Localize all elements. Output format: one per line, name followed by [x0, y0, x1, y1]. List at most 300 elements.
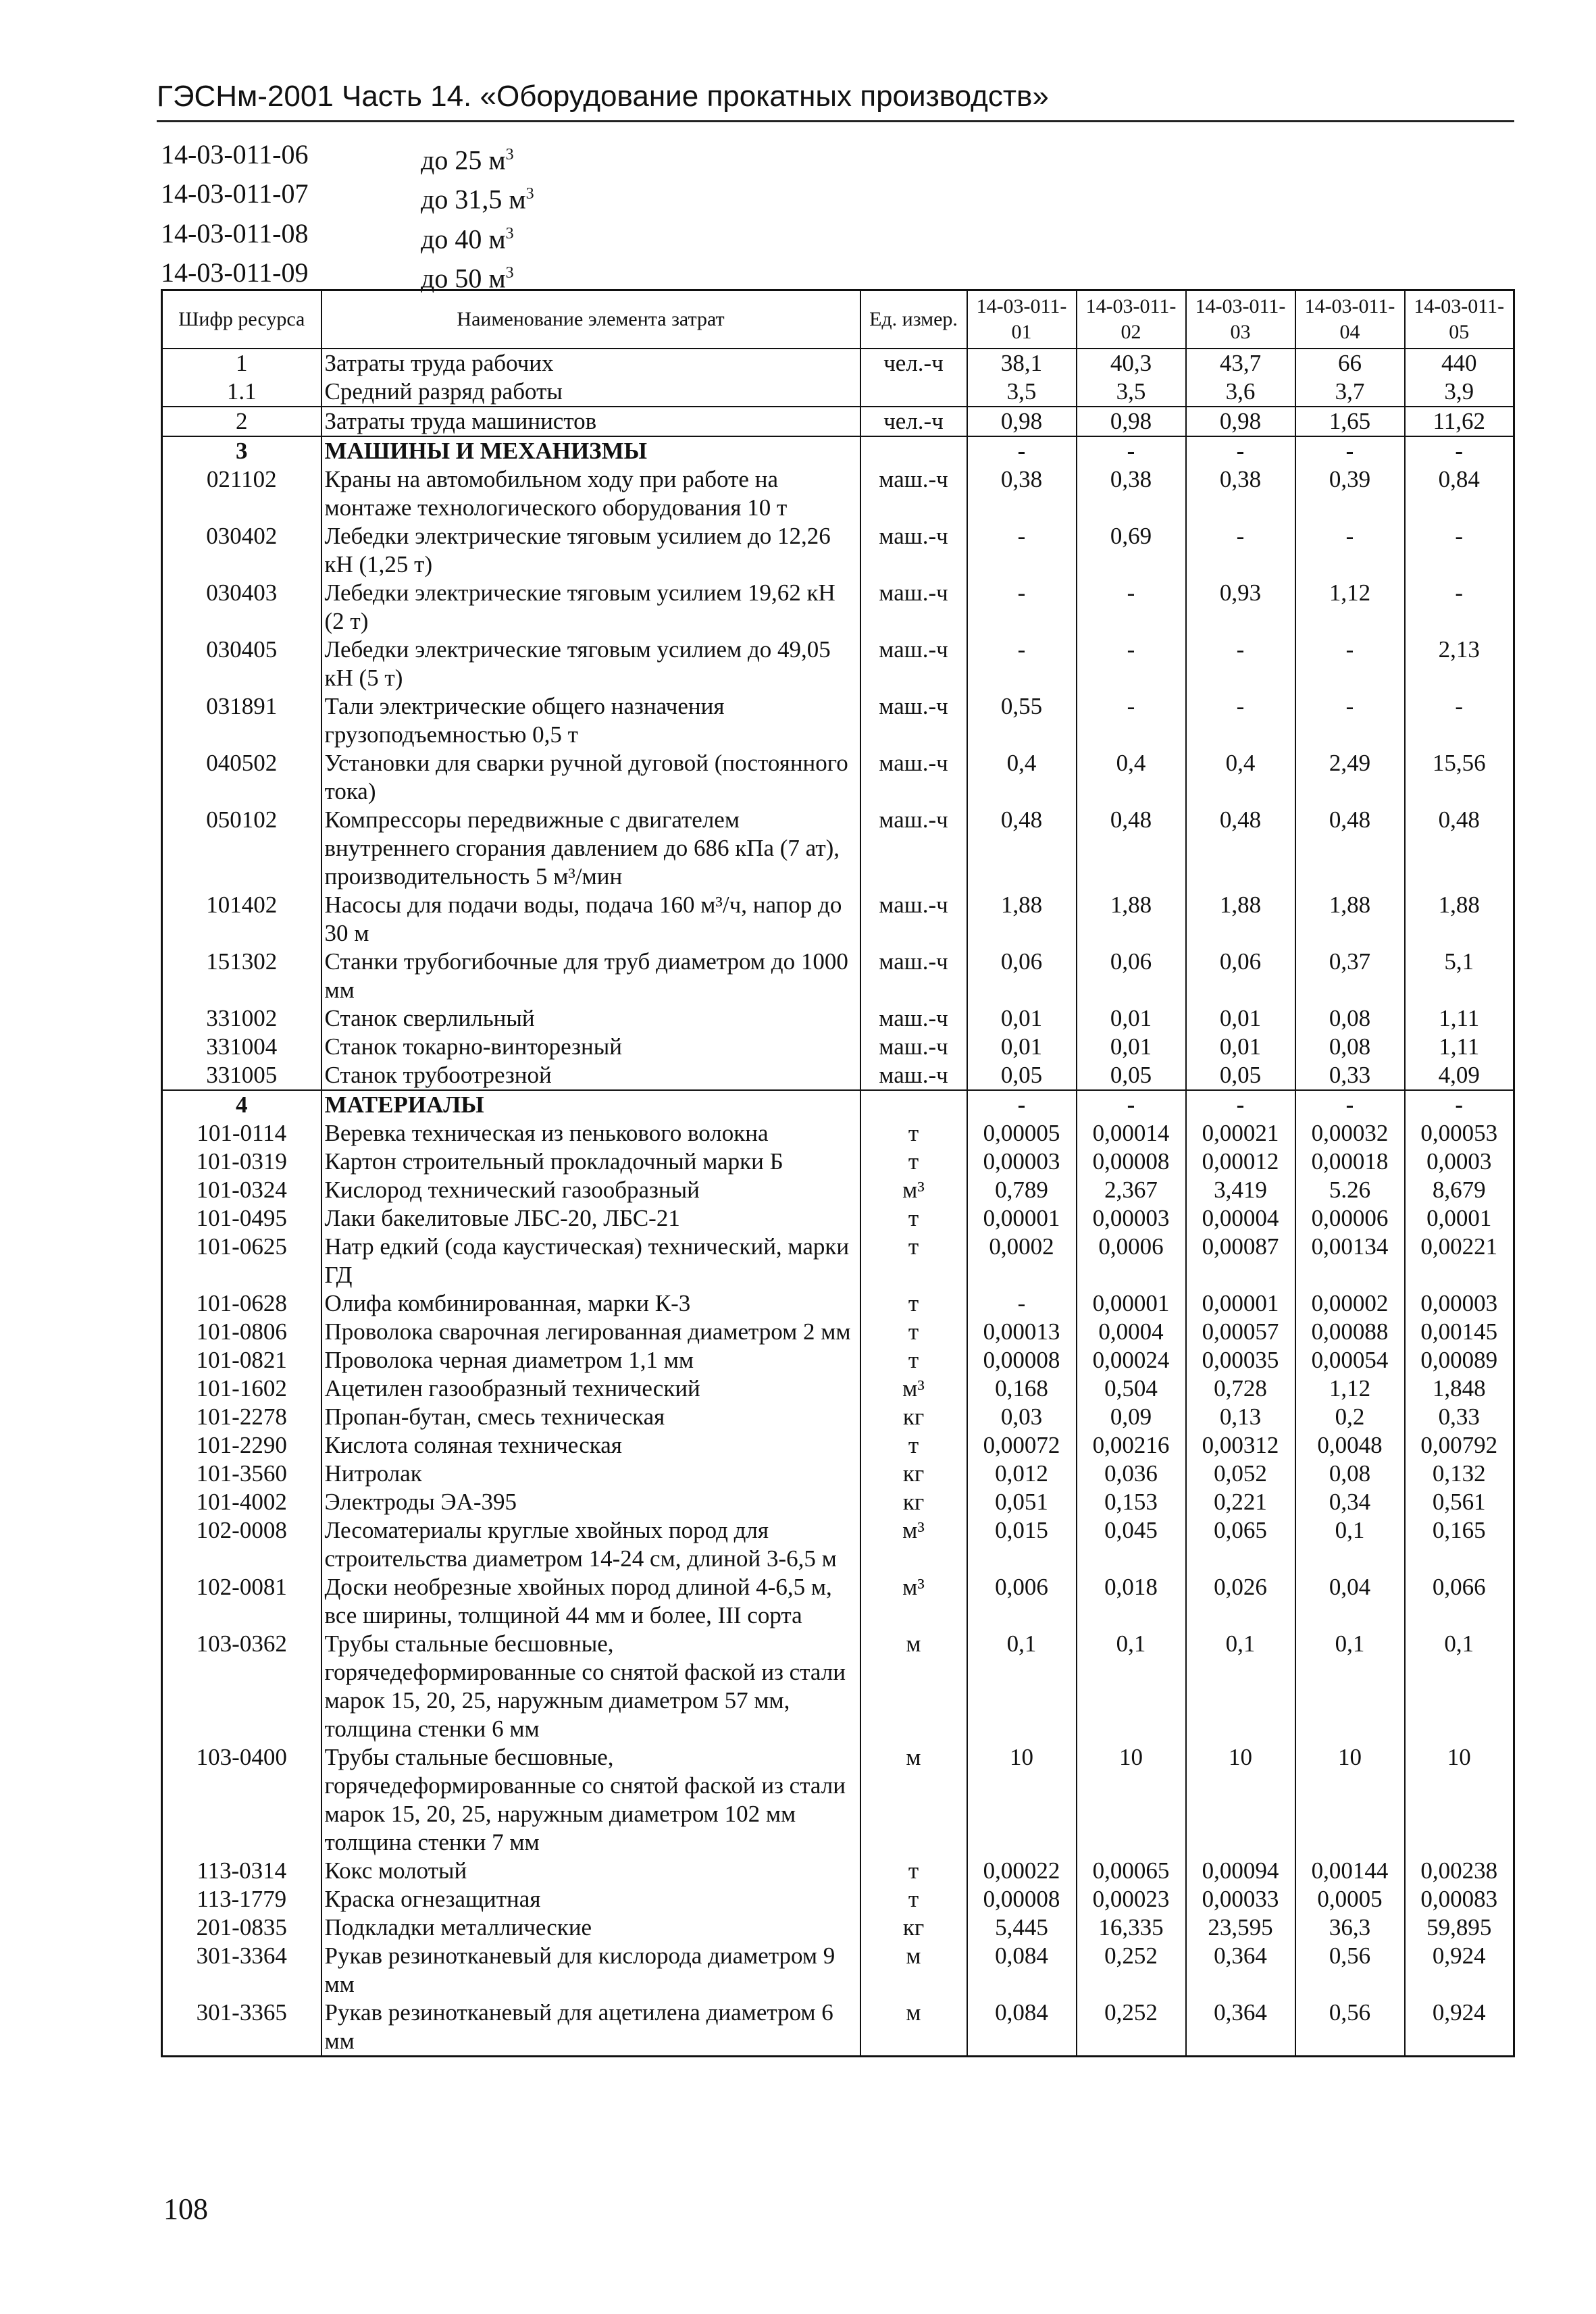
table-row [162, 692, 1514, 749]
table-row [162, 1374, 1514, 1403]
table-row [162, 1488, 1514, 1516]
resource-value: 0,084 [967, 1942, 1077, 1999]
table-row [162, 891, 1514, 948]
resource-value: 0,561 [1405, 1488, 1514, 1516]
resource-value: 0,00003 [1077, 1204, 1186, 1233]
resource-value: 0,01 [1077, 1004, 1186, 1033]
resource-value: 0,56 [1295, 1999, 1405, 2057]
resource-name: Веревка техническая из пенькового волокна [321, 1119, 860, 1148]
code-number: 14-03-011-09 [161, 257, 309, 288]
table-row [162, 378, 1514, 407]
resource-code: 301-3365 [162, 1999, 321, 2057]
resource-value: 0,00001 [967, 1204, 1077, 1233]
page-number: 108 [163, 2192, 208, 2226]
resource-value: 11,62 [1405, 407, 1514, 436]
table-row [162, 948, 1514, 1004]
table-row [162, 1318, 1514, 1346]
resource-value: 0,924 [1405, 1942, 1514, 1999]
resource-value: 0,4 [1186, 749, 1295, 806]
resource-code: 021102 [162, 465, 321, 522]
resource-value: 3,419 [1186, 1176, 1295, 1204]
resource-value: 0,01 [1186, 1033, 1295, 1061]
resource-value: 0,00008 [1077, 1148, 1186, 1176]
resource-value: 0,05 [1077, 1061, 1186, 1090]
resource-name: Насосы для подачи воды, подача 160 м³/ч, напор до 30 м [321, 891, 860, 948]
resource-value: - [1405, 1090, 1514, 1119]
resource-name: Подкладки металлические [321, 1913, 860, 1942]
resource-value: - [967, 579, 1077, 636]
resources-table [161, 289, 1515, 2057]
resource-code: 101-0821 [162, 1346, 321, 1374]
table-row [162, 1403, 1514, 1431]
resource-code: 101-0806 [162, 1318, 321, 1346]
resource-value: 5,1 [1405, 948, 1514, 1004]
resource-unit [860, 1090, 967, 1119]
resource-value: 0,084 [967, 1999, 1077, 2057]
resource-value: 0,1 [1295, 1630, 1405, 1743]
resource-unit: т [860, 1857, 967, 1885]
resource-code: 101-0628 [162, 1289, 321, 1318]
table-row [162, 1233, 1514, 1289]
resource-code: 151302 [162, 948, 321, 1004]
resource-value: 43,7 [1186, 349, 1295, 378]
resource-code: 301-3364 [162, 1942, 321, 1999]
resource-value: 0,00083 [1405, 1885, 1514, 1913]
resource-value: 0,06 [967, 948, 1077, 1004]
resource-value: 0,00033 [1186, 1885, 1295, 1913]
page-header [157, 80, 1514, 122]
table-row [162, 1460, 1514, 1488]
code-range: до 40 $м^3$ [421, 223, 514, 254]
resource-code: 031891 [162, 692, 321, 749]
resource-value: 0,48 [1295, 806, 1405, 891]
resource-value: 1,848 [1405, 1374, 1514, 1403]
resource-value: 0,98 [1186, 407, 1295, 436]
resource-code: 331005 [162, 1061, 321, 1090]
resource-value: 15,56 [1405, 749, 1514, 806]
resource-value: 0,01 [1077, 1033, 1186, 1061]
resource-code: 101-0114 [162, 1119, 321, 1148]
code-range: до 31,5 $м^3$ [421, 184, 534, 215]
resource-value: 0,38 [1186, 465, 1295, 522]
resource-name: Рукав резинотканевый для ацетилена диаметром 6 мм [321, 1999, 860, 2057]
table-row [162, 1573, 1514, 1630]
resource-name: Станок сверлильный [321, 1004, 860, 1033]
table-row [162, 1999, 1514, 2057]
resource-code: 201-0835 [162, 1913, 321, 1942]
resource-code: 050102 [162, 806, 321, 891]
resource-unit: т [860, 1318, 967, 1346]
resource-unit: т [860, 1233, 967, 1289]
resource-value: 0,98 [967, 407, 1077, 436]
resource-unit [860, 378, 967, 407]
resource-value: 3,6 [1186, 378, 1295, 407]
table-row [162, 1630, 1514, 1743]
resource-value: 0,018 [1077, 1573, 1186, 1630]
resource-value: 3,9 [1405, 378, 1514, 407]
resource-unit: м [860, 1942, 967, 1999]
resource-value: 2,49 [1295, 749, 1405, 806]
resource-value: 0,00008 [967, 1885, 1077, 1913]
resource-value: 0,00004 [1186, 1204, 1295, 1233]
resource-name: Олифа комбинированная, марки К-3 [321, 1289, 860, 1318]
resource-value: 0,0003 [1405, 1148, 1514, 1176]
resource-value: 0,01 [967, 1004, 1077, 1033]
resource-value: 0,05 [967, 1061, 1077, 1090]
resource-unit: т [860, 1885, 967, 1913]
resource-name: Доски необрезные хвойных пород длиной 4-6,5 м, все ширины, толщиной 44 мм и более, III сорта [321, 1573, 860, 1630]
resource-value: 0,00002 [1295, 1289, 1405, 1318]
resource-unit: т [860, 1431, 967, 1460]
resource-name: Трубы стальные бесшовные, горячедеформированные со снятой фаской из стали марок 15, 20, 25, наружным диаметром 57 мм, толщина стенки 6 мм [321, 1630, 860, 1743]
table-row [162, 1431, 1514, 1460]
resource-value: 0,0002 [967, 1233, 1077, 1289]
resource-value: 0,00014 [1077, 1119, 1186, 1148]
resource-code: 101-0324 [162, 1176, 321, 1204]
table-row [162, 1346, 1514, 1374]
resource-code: 101-3560 [162, 1460, 321, 1488]
resource-value: 1,88 [967, 891, 1077, 948]
resource-value: 0,48 [1405, 806, 1514, 891]
resource-name: МАШИНЫ И МЕХАНИЗМЫ [321, 436, 860, 465]
resource-code: 101-0319 [162, 1148, 321, 1176]
resource-value: 0,00221 [1405, 1233, 1514, 1289]
resource-value: 0,00145 [1405, 1318, 1514, 1346]
table-row [162, 636, 1514, 692]
resource-value: 0,006 [967, 1573, 1077, 1630]
resource-value: 0,00035 [1186, 1346, 1295, 1374]
table-row [162, 1176, 1514, 1204]
resource-code: 1.1 [162, 378, 321, 407]
resource-value: - [1405, 522, 1514, 579]
resource-value: 0,00032 [1295, 1119, 1405, 1148]
resource-name: Краны на автомобильном ходу при работе на монтаже технологического оборудования 10 т [321, 465, 860, 522]
resource-value: 0,00053 [1405, 1119, 1514, 1148]
resource-unit: м³ [860, 1573, 967, 1630]
code-list [161, 138, 534, 295]
resource-value: 0,00008 [967, 1346, 1077, 1374]
resource-value: 0,08 [1295, 1460, 1405, 1488]
resource-value: - [1405, 692, 1514, 749]
resource-unit: кг [860, 1913, 967, 1942]
resource-unit: маш.-ч [860, 579, 967, 636]
resource-code: 102-0081 [162, 1573, 321, 1630]
resource-value: 0,34 [1295, 1488, 1405, 1516]
resource-value: 3,5 [967, 378, 1077, 407]
resource-value: 36,3 [1295, 1913, 1405, 1942]
resource-value: 0,015 [967, 1516, 1077, 1573]
resource-value: 0,00003 [967, 1148, 1077, 1176]
resource-value: - [967, 636, 1077, 692]
resource-value: 0,00238 [1405, 1857, 1514, 1885]
resource-code: 030403 [162, 579, 321, 636]
resource-value: - [1405, 436, 1514, 465]
resource-code: 101-2290 [162, 1431, 321, 1460]
table-row [162, 1148, 1514, 1176]
resource-unit: кг [860, 1460, 967, 1488]
resource-value: 10 [1186, 1743, 1295, 1857]
resource-value: 0,00022 [967, 1857, 1077, 1885]
resource-value: 0,00312 [1186, 1431, 1295, 1460]
table-row [162, 349, 1514, 378]
resource-value: 0,00216 [1077, 1431, 1186, 1460]
resource-name: Затраты труда машинистов [321, 407, 860, 436]
resource-unit: т [860, 1346, 967, 1374]
resource-value: 0,0005 [1295, 1885, 1405, 1913]
resource-unit: маш.-ч [860, 948, 967, 1004]
resource-code: 101402 [162, 891, 321, 948]
table-row [162, 522, 1514, 579]
resource-value: - [1295, 522, 1405, 579]
resource-code: 101-1602 [162, 1374, 321, 1403]
resource-unit: маш.-ч [860, 522, 967, 579]
table-row [162, 1061, 1514, 1090]
resource-value: - [1186, 636, 1295, 692]
table-row [162, 1885, 1514, 1913]
resource-value: 0,37 [1295, 948, 1405, 1004]
resource-value: 0,00021 [1186, 1119, 1295, 1148]
resource-value: - [1077, 636, 1186, 692]
resource-value: 0,252 [1077, 1999, 1186, 2057]
resource-value: 0,33 [1405, 1403, 1514, 1431]
resource-value: 0,221 [1186, 1488, 1295, 1516]
header-col-4: 14-03-011-04 [1295, 290, 1405, 349]
resource-value: 0,012 [967, 1460, 1077, 1488]
resource-value: 2,367 [1077, 1176, 1186, 1204]
resource-value: - [1295, 636, 1405, 692]
resource-value: 1,12 [1295, 579, 1405, 636]
resource-unit: т [860, 1289, 967, 1318]
resource-value: 0,00088 [1295, 1318, 1405, 1346]
resource-unit: м [860, 1743, 967, 1857]
table-row [162, 579, 1514, 636]
resource-name: Кислород технический газообразный [321, 1176, 860, 1204]
code-range: до 25 $м^3$ [421, 145, 514, 176]
resource-value: 0,09 [1077, 1403, 1186, 1431]
resource-value: 0,165 [1405, 1516, 1514, 1573]
resource-value: 0,00001 [1186, 1289, 1295, 1318]
resource-name: Лебедки электрические тяговым усилием 19,62 кН (2 т) [321, 579, 860, 636]
table-row [162, 1942, 1514, 1999]
resource-value: 0,00094 [1186, 1857, 1295, 1885]
resource-value: 0,1 [1295, 1516, 1405, 1573]
resource-value: 0,01 [967, 1033, 1077, 1061]
resource-code: 102-0008 [162, 1516, 321, 1573]
resource-name: Кокс молотый [321, 1857, 860, 1885]
resource-unit: м³ [860, 1516, 967, 1573]
header-col-1: 14-03-011-01 [967, 290, 1077, 349]
resource-name: Проволока черная диаметром 1,1 мм [321, 1346, 860, 1374]
resource-value: 1,11 [1405, 1033, 1514, 1061]
resource-value: 0,84 [1405, 465, 1514, 522]
resource-code: 4 [162, 1090, 321, 1119]
resource-value: 0,00012 [1186, 1148, 1295, 1176]
resource-code: 1 [162, 349, 321, 378]
table-row [162, 806, 1514, 891]
resource-value: 0,00144 [1295, 1857, 1405, 1885]
resource-value: 0,69 [1077, 522, 1186, 579]
resource-value: 4,09 [1405, 1061, 1514, 1090]
resource-unit: маш.-ч [860, 806, 967, 891]
resource-name: Установки для сварки ручной дуговой (постоянного тока) [321, 749, 860, 806]
resource-value: 0,38 [1077, 465, 1186, 522]
resource-value: 0,00087 [1186, 1233, 1295, 1289]
resource-value: 3,5 [1077, 378, 1186, 407]
resource-value: 66 [1295, 349, 1405, 378]
resource-value: 0,168 [967, 1374, 1077, 1403]
resource-value: - [1186, 1090, 1295, 1119]
code-row [161, 177, 534, 216]
resource-name: Лесоматериалы круглые хвойных пород для строительства диаметром 14-24 см, длиной 3-6,5 м [321, 1516, 860, 1573]
resource-value: 0,0048 [1295, 1431, 1405, 1460]
resource-value: - [967, 522, 1077, 579]
resource-unit: маш.-ч [860, 1004, 967, 1033]
resource-value: 0,052 [1186, 1460, 1295, 1488]
resource-unit: м [860, 1999, 967, 2057]
resource-value: - [1295, 436, 1405, 465]
resource-value: 10 [1077, 1743, 1186, 1857]
resource-unit: м [860, 1630, 967, 1743]
resource-name: Рукав резинотканевый для кислорода диаметром 9 мм [321, 1942, 860, 1999]
resource-value: 10 [967, 1743, 1077, 1857]
resource-value: 0,01 [1186, 1004, 1295, 1033]
resource-value: 0,153 [1077, 1488, 1186, 1516]
resource-value: 16,335 [1077, 1913, 1186, 1942]
resource-name: Затраты труда рабочих [321, 349, 860, 378]
resource-value: 0,06 [1186, 948, 1295, 1004]
table-row [162, 1857, 1514, 1885]
resource-value: 1,12 [1295, 1374, 1405, 1403]
resource-name: Компрессоры передвижные с двигателем внутреннего сгорания давлением до 686 кПа (7 ат), производительность 5 м³/мин [321, 806, 860, 891]
resource-value: 1,88 [1295, 891, 1405, 948]
resource-value: 3,7 [1295, 378, 1405, 407]
resource-value: 8,679 [1405, 1176, 1514, 1204]
resource-value: 2,13 [1405, 636, 1514, 692]
resource-value: 0,132 [1405, 1460, 1514, 1488]
resource-value: 0,00024 [1077, 1346, 1186, 1374]
resource-value: - [1077, 692, 1186, 749]
resource-value: 0,00013 [967, 1318, 1077, 1346]
resource-value: 0,036 [1077, 1460, 1186, 1488]
resource-value: 1,65 [1295, 407, 1405, 436]
table-row [162, 1004, 1514, 1033]
code-range: до 50 $м^3$ [421, 263, 514, 294]
resource-value: 0,364 [1186, 1999, 1295, 2057]
table-row [162, 465, 1514, 522]
resource-code: 2 [162, 407, 321, 436]
page-title: ГЭСНм-2001 Часть 14. «Оборудование прокатных производств» [157, 80, 1049, 113]
resource-value: 0,00057 [1186, 1318, 1295, 1346]
resource-value: 0,00018 [1295, 1148, 1405, 1176]
resource-value: - [1077, 436, 1186, 465]
resource-value: 0,1 [1077, 1630, 1186, 1743]
header-code: Шифр ресурса [162, 290, 321, 349]
resource-value: 0,48 [1077, 806, 1186, 891]
resource-value: - [1186, 692, 1295, 749]
resource-value: 0,1 [1405, 1630, 1514, 1743]
resource-value: 0,05 [1186, 1061, 1295, 1090]
resource-name: Трубы стальные бесшовные, горячедеформированные со снятой фаской из стали марок 15, 20, 25, наружным диаметром 102 мм толщина стенки 7 мм [321, 1743, 860, 1857]
code-row [161, 138, 534, 177]
resource-value: 0,04 [1295, 1573, 1405, 1630]
code-row [161, 217, 534, 256]
resource-value: 0,48 [1186, 806, 1295, 891]
resource-value: 0,728 [1186, 1374, 1295, 1403]
table-row [162, 749, 1514, 806]
resource-code: 101-0495 [162, 1204, 321, 1233]
resource-name: Станок трубоотрезной [321, 1061, 860, 1090]
resource-value: 440 [1405, 349, 1514, 378]
table-row [162, 1119, 1514, 1148]
resource-code: 101-4002 [162, 1488, 321, 1516]
resource-code: 040502 [162, 749, 321, 806]
resource-unit: м³ [860, 1176, 967, 1204]
resource-name: Краска огнезащитная [321, 1885, 860, 1913]
table-row [162, 1204, 1514, 1233]
resource-value: 0,026 [1186, 1573, 1295, 1630]
resource-name: Лебедки электрические тяговым усилием до 12,26 кН (1,25 т) [321, 522, 860, 579]
resource-unit: маш.-ч [860, 465, 967, 522]
table-header-row [162, 290, 1514, 349]
code-number: 14-03-011-08 [161, 217, 309, 249]
resource-value: 0,00023 [1077, 1885, 1186, 1913]
resource-value: 0,065 [1186, 1516, 1295, 1573]
resource-value: 0,0006 [1077, 1233, 1186, 1289]
resource-unit: маш.-ч [860, 891, 967, 948]
resource-value: 23,595 [1186, 1913, 1295, 1942]
resource-value: 0,39 [1295, 465, 1405, 522]
table-row [162, 1913, 1514, 1942]
resource-value: 0,00792 [1405, 1431, 1514, 1460]
resource-code: 331002 [162, 1004, 321, 1033]
resource-name: Лебедки электрические тяговым усилием до 49,05 кН (5 т) [321, 636, 860, 692]
resource-code: 103-0400 [162, 1743, 321, 1857]
table-row [162, 1090, 1514, 1119]
resource-value: 1,88 [1186, 891, 1295, 948]
resource-code: 101-0625 [162, 1233, 321, 1289]
resource-value: 1,88 [1077, 891, 1186, 948]
resource-value: 0,4 [967, 749, 1077, 806]
table-row [162, 1289, 1514, 1318]
resource-value: - [1295, 692, 1405, 749]
resource-value: 0,1 [1186, 1630, 1295, 1743]
table-row [162, 407, 1514, 436]
resource-value: - [1077, 1090, 1186, 1119]
resource-name: Нитролак [321, 1460, 860, 1488]
resource-value: 1,88 [1405, 891, 1514, 948]
resource-value: - [1077, 579, 1186, 636]
resource-value: 0,98 [1077, 407, 1186, 436]
resource-unit: кг [860, 1403, 967, 1431]
resource-unit: т [860, 1148, 967, 1176]
resource-value: 10 [1295, 1743, 1405, 1857]
resource-value: 0,93 [1186, 579, 1295, 636]
resource-unit [860, 436, 967, 465]
resource-name: Станки трубогибочные для труб диаметром до 1000 мм [321, 948, 860, 1004]
header-col-3: 14-03-011-03 [1186, 290, 1295, 349]
resource-code: 101-2278 [162, 1403, 321, 1431]
resource-name: Пропан-бутан, смесь техническая [321, 1403, 860, 1431]
resource-value: - [1405, 579, 1514, 636]
resource-value: 0,06 [1077, 948, 1186, 1004]
resource-value: 0,55 [967, 692, 1077, 749]
resource-value: 0,924 [1405, 1999, 1514, 2057]
resource-value: 0,504 [1077, 1374, 1186, 1403]
resource-value: - [967, 1090, 1077, 1119]
resource-value: 0,48 [967, 806, 1077, 891]
resource-value: 0,00003 [1405, 1289, 1514, 1318]
resource-code: 030402 [162, 522, 321, 579]
